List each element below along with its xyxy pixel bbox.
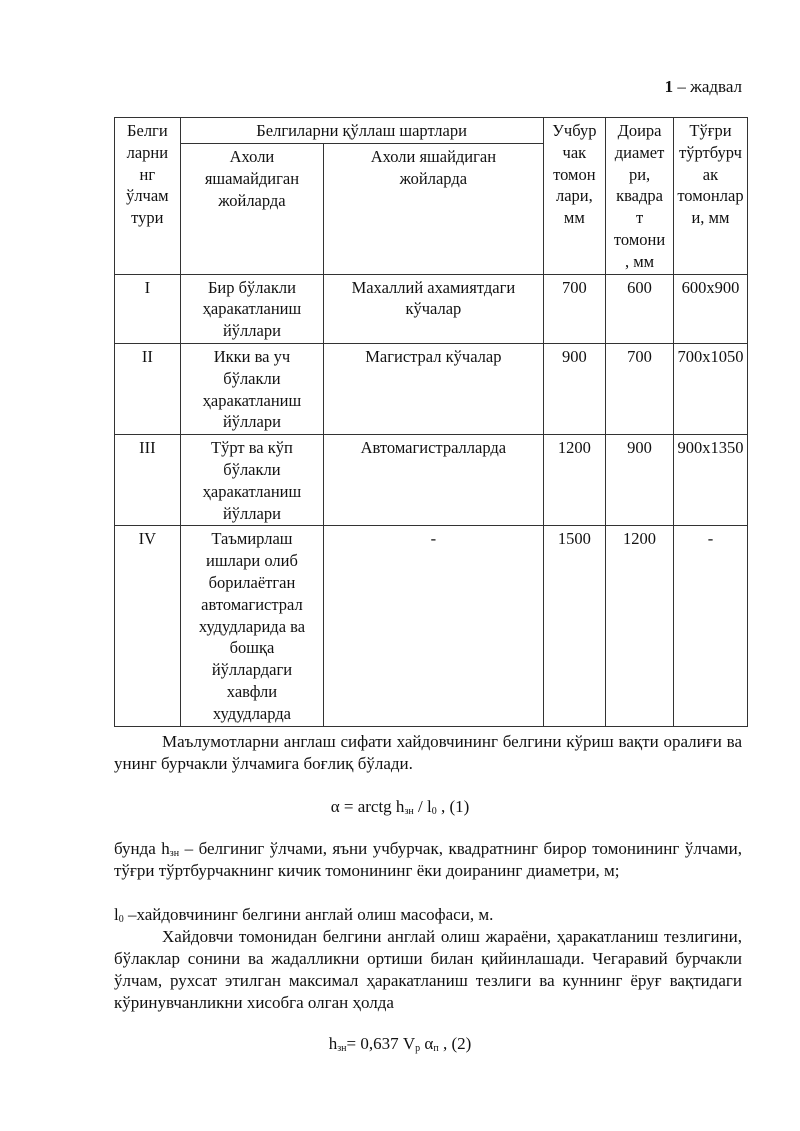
cell-line: ҳаракатланиш: [202, 481, 302, 501]
cell-rectangle: -: [673, 526, 747, 726]
header-inhabited: [324, 144, 543, 274]
formula-1: [0, 797, 800, 817]
cell-triangle: 700: [543, 274, 606, 343]
cell-line: кўчалар: [405, 299, 462, 319]
header-conditions-group: Белгиларни қўллаш шартлари: [180, 118, 543, 144]
cell-line: Автомагистралларда: [360, 438, 507, 458]
cell-uninhabited: [180, 343, 324, 434]
paragraph-perception: Маълумотларни англаш сифати хайдовчининг белгини кўриш вақти оралиғи ва унинг бурчакли ўлчамига боғлиқ бўлади.: [114, 732, 742, 773]
cell-line: чак: [562, 142, 587, 162]
cell-type: III: [115, 435, 181, 526]
cell-line: ларни: [126, 142, 169, 162]
formula-2-alpha: α: [420, 1034, 434, 1053]
formula-2-sub-zn: зн: [337, 1043, 347, 1054]
cell-line: Тўрт ва кўп: [211, 438, 293, 458]
cell-line: ри,: [628, 164, 651, 184]
cell-line: Таъмирлаш: [211, 529, 293, 549]
cell-line: томони: [613, 229, 666, 249]
cell-rectangle: 700x1050: [673, 343, 747, 434]
cell-circle: 900: [606, 435, 674, 526]
formula-2-mid: = 0,637 V: [346, 1034, 416, 1053]
cell-triangle: 900: [543, 343, 606, 434]
table-row: [115, 435, 748, 526]
header-uninhabited: [180, 144, 324, 274]
cell-line: Тўғри: [689, 121, 732, 140]
cell-type: II: [115, 343, 181, 434]
cell-line: -: [430, 529, 437, 549]
cell-line: ўлчам: [126, 186, 169, 206]
cell-line: автомагистрал: [201, 594, 303, 614]
cell-line: яшамайдиган: [204, 169, 300, 189]
cell-uninhabited: [180, 435, 324, 526]
header-sign-size-type: [115, 118, 181, 275]
cell-uninhabited: [180, 274, 324, 343]
cell-type: I: [115, 274, 181, 343]
l0-definition: –хайдовчининг белгини англай олиш масофаси, м.: [123, 905, 494, 924]
cell-line: тўртбурч: [679, 142, 742, 162]
cell-rectangle: 600x900: [673, 274, 747, 343]
formula-2-lhs: h: [328, 1034, 338, 1053]
formula-1-lhs: α = arctg h: [330, 797, 405, 816]
cell-line: Икки ва уч: [213, 346, 291, 366]
cell-line: борилаётган: [208, 572, 296, 592]
cell-line: худудларида ва: [198, 616, 306, 636]
cell-line: Белги: [127, 121, 168, 140]
table-number: 1: [664, 77, 674, 96]
cell-circle: 600: [606, 274, 674, 343]
table-row: [115, 343, 748, 434]
l0-sub: 0: [118, 914, 124, 925]
cell-inhabited: [324, 274, 543, 343]
paragraph-where: [114, 838, 742, 882]
cell-line: ишлари олиб: [206, 551, 298, 571]
paragraph-recognition: Хайдовчи томонидан белгини англай олиш жараёни, ҳаракатланиш тезлигини, бўлаклар сонини ва жадалликни ортиши билан қийинлашади. Чегаравий бурчакли ўлчам, рухсат этилган максимал ҳаракатланиш тезлиги ва куннинг ёруғ вақтидаги кўринувчанликни хисобга олган ҳолда: [114, 927, 742, 1012]
cell-line: Магистрал кўчалар: [365, 346, 502, 366]
cell-circle: 1200: [606, 526, 674, 726]
cell-line: йўллари: [222, 321, 281, 341]
cell-line: Ахоли яшайдиган: [370, 147, 497, 167]
formula-2-sub-p: п: [433, 1043, 439, 1054]
cell-inhabited: [324, 526, 543, 726]
formula-1-mid: / l: [413, 797, 432, 816]
table-row: [115, 526, 748, 726]
cell-line: ак: [702, 164, 719, 184]
formula-1-sub-zn: зн: [404, 806, 414, 817]
cell-line: йўллари: [222, 412, 281, 432]
cell-line: томонлар: [677, 186, 744, 206]
cell-uninhabited: [180, 526, 324, 726]
cell-line: Учбур: [552, 121, 597, 140]
where-start: бунда h: [114, 839, 170, 858]
table-caption: [665, 77, 742, 97]
table-row: [115, 274, 748, 343]
cell-type: IV: [115, 526, 181, 726]
cell-line: Махаллий ахамиятдаги: [351, 277, 516, 297]
cell-line: квадра: [616, 186, 663, 206]
cell-line: мм: [563, 208, 585, 228]
header-rectangle-sides: [673, 118, 747, 275]
cell-circle: 700: [606, 343, 674, 434]
cell-line: , мм: [624, 251, 655, 271]
formula-2-sub-r: р: [415, 1043, 421, 1054]
cell-line: Доира: [617, 121, 662, 140]
cell-line: бошқа: [229, 638, 275, 658]
cell-inhabited: [324, 435, 543, 526]
cell-line: хавфли: [226, 681, 278, 701]
cell-line: тури: [131, 208, 164, 228]
cell-line: ҳаракатланиш: [202, 390, 302, 410]
cell-line: худудларда: [212, 703, 292, 723]
cell-line: т: [635, 208, 644, 228]
cell-line: томон: [553, 164, 596, 184]
formula-1-sub-0: 0: [431, 806, 437, 817]
cell-line: диамет: [614, 142, 665, 162]
cell-line: ҳаракатланиш: [202, 299, 302, 319]
cell-inhabited: [324, 343, 543, 434]
cell-line: и, мм: [691, 208, 730, 228]
l0-start: l: [114, 905, 119, 924]
cell-line: лари,: [555, 186, 593, 206]
cell-line: Ахоли: [229, 147, 275, 167]
formula-2: [0, 1034, 800, 1054]
header-triangle-side: [543, 118, 606, 275]
cell-line: бўлакли: [223, 459, 281, 479]
sign-size-table: [114, 117, 748, 727]
cell-line: жойларда: [399, 169, 468, 189]
cell-line: йўллардаги: [211, 660, 293, 680]
cell-line: Бир бўлакли: [207, 277, 296, 297]
cell-line: жойларда: [218, 190, 286, 210]
where-definition: – белгиниг ўлчами, яъни учбурчак, квадратнинг бирор томонининг ўлчами, тўғри тўртбурчакнинг кичик томонининг ёки доиранинг диаметри, м;: [114, 839, 742, 880]
formula-2-number: , (2): [438, 1034, 472, 1053]
where-sub: зн: [169, 848, 180, 859]
header-circle-diameter: [606, 118, 674, 275]
table-header-row-1: [115, 118, 748, 144]
formula-1-number: , (1): [436, 797, 470, 816]
cell-line: нг: [139, 164, 156, 184]
table-caption-label: – жадвал: [677, 77, 742, 96]
cell-triangle: 1200: [543, 435, 606, 526]
cell-rectangle: 900x1350: [673, 435, 747, 526]
cell-line: йўллари: [222, 503, 281, 523]
paragraph-l0: [114, 904, 742, 926]
cell-line: бўлакли: [223, 368, 281, 388]
cell-triangle: 1500: [543, 526, 606, 726]
